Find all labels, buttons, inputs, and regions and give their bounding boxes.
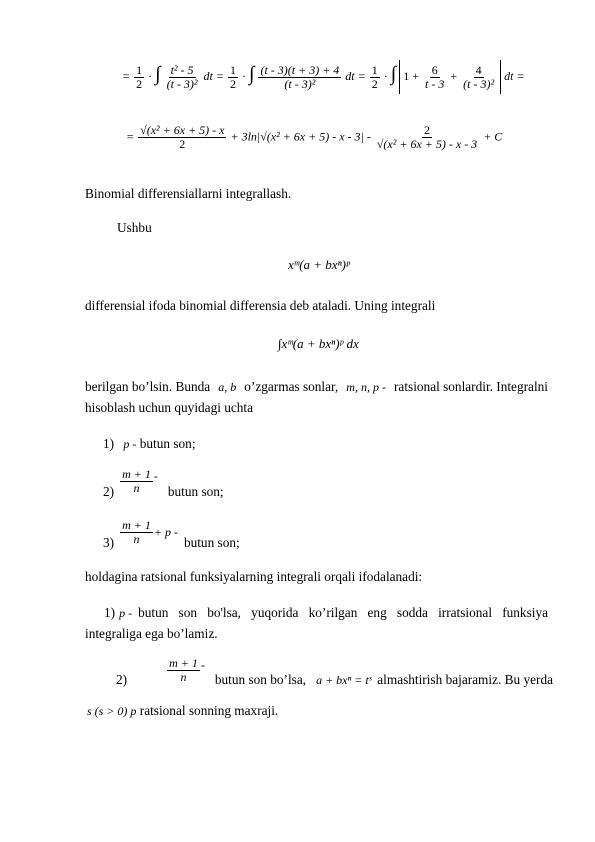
eq-sign: = (122, 68, 131, 83)
right-bracket (500, 60, 501, 94)
given-line-1: berilgan bo’lsin. Bunda a, b o’zgarmas sonlar, m, n, p - ratsional sonlardir. Integralni (85, 379, 548, 394)
integral-expression: ∫xᵐ(a + bxⁿ)ᵖ dx (278, 336, 359, 351)
fraction-1: $\frac{\text{t² - 5}}{\text{(t - 3)²}}$ (166, 62, 198, 91)
case-1: 1) p - butun son; (103, 436, 196, 451)
item-1-line-1: 1) p - butun son bo'lsa, yuqorida ko’rilgan eng sodda irratsional funksiya (104, 605, 548, 620)
binomial-expression: xᵐ(a + bxⁿ)ᵖ (288, 257, 350, 272)
case-2: 2) $\frac{m + 1}{n}$ - butun son; (103, 466, 224, 499)
fraction-3: $\frac{6}{t - 3}$ (425, 62, 445, 91)
case-3-fraction: $\frac{m + 1}{n}$ (122, 517, 151, 546)
section-heading: Binomial differensiallarni integrallash. (85, 186, 292, 201)
formula-line-2: = $\frac{\text{√(x² + 6x + 5) - x}}{2}$ + 3ln|√(x² + 6x + 5) - x - 3| - $\frac{2}{\text{√(x² + 6x + 5) - x - 3}}$ + C (126, 123, 503, 151)
ab-symbols: a, b (218, 380, 237, 394)
left-bracket (399, 60, 400, 94)
item-1-line-2: integraliga ega bo’lamiz. (85, 626, 218, 641)
fraction-2: $\frac{(t - 3)(t + 3) + 4}{\text{(t - 3)²}}$ (260, 62, 340, 91)
substitution-expression: a + bxⁿ = tˢ (316, 673, 372, 687)
item-2-fraction: $\frac{m + 1}{n}$ (169, 655, 198, 684)
case-2-fraction: $\frac{m + 1}{n}$ (122, 466, 151, 495)
fraction-half-3: $\frac{1}{2}$ (371, 62, 378, 91)
ushbu-label: Ushbu (117, 220, 152, 235)
case-3: 3) $\frac{m + 1}{n}$ + p - butun son; (103, 517, 240, 550)
integral-sign: ∫ (155, 62, 161, 85)
formula-line-1: = $\frac{1}{2}$ · ∫ $\frac{\text{t² - 5}}{\text{(t - 3)²}}$ dt = $\frac{1}{2}$ · ∫ $\frac{(t - 3)(t + 3) + 4}{\text{(t - 3)²}}$ dt = $\frac{1}{2}$ · ∫ 1 + $\frac{6}{t - 3}$ + $\frac{4}{\text{(t - 3)²}}$ dt = (122, 60, 525, 94)
fraction-b: $\frac{2}{\text{√(x² + 6x + 5) - x - 3}}$ (376, 123, 478, 151)
item-2-line-1: 2) $\frac{m + 1}{n}$ - butun son bo’lsa, a + bxⁿ = tˢ almashtirish bajaramiz. Bu yerda (116, 655, 554, 687)
holdagina-text: holdagina ratsional funksiyalarning integrali orqali ifodalanadi: (85, 569, 423, 584)
mnp-symbols: m, n, p - (346, 380, 386, 394)
fraction-half: $\frac{1}{2}$ (136, 62, 143, 91)
definition-text: differensial ifoda binomial differensia deb ataladi. Uning integrali (85, 298, 436, 313)
fraction-4: $\frac{4}{\text{(t - 3)²}}$ (463, 62, 495, 91)
fraction-a: $\frac{\text{√(x² + 6x + 5) - x}}{2}$ (140, 123, 225, 151)
item-2-line-2: s (s > 0) p ratsional sonning maxraji. (87, 703, 279, 718)
fraction-half-2: $\frac{1}{2}$ (229, 62, 236, 91)
given-line-2: hisoblash uchun quyidagi uchta (85, 400, 254, 415)
